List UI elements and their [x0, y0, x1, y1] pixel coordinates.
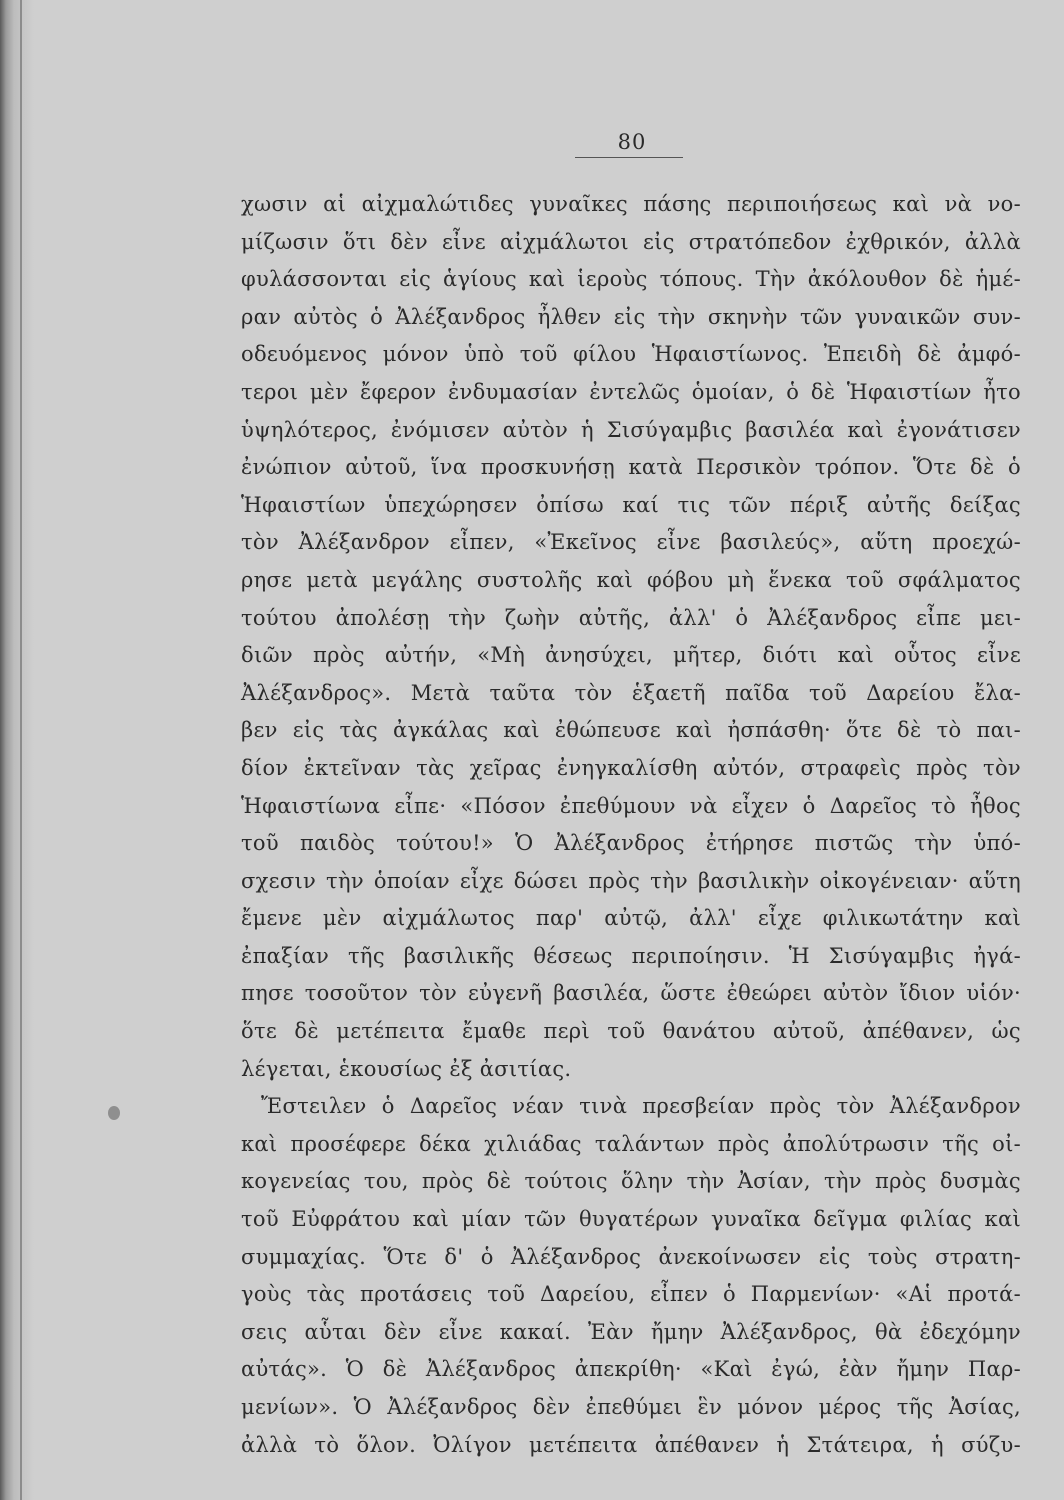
text-line: δίον ἐκτεῖναν τὰς χεῖρας ἐνηγκαλίσθη αὐτόν, στραφεὶς πρὸς τὸν [241, 755, 1021, 780]
text-line: ρησε μετὰ μεγάλης συστολῆς καὶ φόβου μὴ ἕνεκα τοῦ σφάλματος [241, 567, 1021, 592]
page-number-rule [575, 157, 683, 158]
text-line: τεροι μὲν ἔφερον ἐνδυμασίαν ἐντελῶς ὁμοίαν, ὁ δὲ Ἡφαιστίων ἦτο [241, 379, 1021, 404]
text-line: καὶ προσέφερε δέκα χιλιάδας ταλάντων πρὸς ἀπολύτρωσιν τῆς οἰ- [241, 1131, 1021, 1156]
text-line: ὑψηλότερος, ἐνόμισεν αὐτὸν ἡ Σισύγαμβις βασιλέα καὶ ἐγονάτισεν [241, 417, 1021, 442]
text-line: βεν εἰς τὰς ἀγκάλας καὶ ἐθώπευσε καὶ ἠσπάσθη· ὅτε δὲ τὸ παι- [241, 718, 1021, 743]
text-line: πησε τοσοῦτον τὸν εὐγενῆ βασιλέα, ὥστε ἐθεώρει αὐτὸν ἴδιον υἱόν· [241, 981, 1021, 1006]
text-line: σχεσιν τὴν ὁποίαν εἶχε δώσει πρὸς τὴν βασιλικὴν οἰκογένειαν· αὕτη [241, 868, 1021, 893]
text-line: τούτου ἀπολέσῃ τὴν ζωὴν αὐτῆς, ἀλλ' ὁ Ἀλέξανδρος εἶπε μει- [241, 605, 1021, 630]
text-line: διῶν πρὸς αὐτήν, «Μὴ ἀνησύχει, μῆτερ, διότι καὶ οὗτος εἶνε [241, 643, 1021, 668]
book-spine-shadow [0, 0, 34, 1500]
text-line: Ἡφαιστίων ὑπεχώρησεν ὀπίσω καί τις τῶν πέριξ αὐτῆς δείξας [241, 492, 1021, 517]
body-text [241, 186, 1021, 1464]
text-line: τοῦ παιδὸς τούτου!» Ὁ Ἀλέξανδρος ἐτήρησε πιστῶς τὴν ὑπό- [241, 831, 1021, 856]
text-line: ἔμενε μὲν αἰχμάλωτος παρ' αὐτῷ, ἀλλ' εἶχε φιλικωτάτην καὶ [241, 906, 1021, 931]
text-line: λέγεται, ἑκουσίως ἐξ ἀσιτίας. [241, 1056, 572, 1081]
text-line: κογενείας του, πρὸς δὲ τούτοις ὅλην τὴν Ἀσίαν, τὴν πρὸς δυσμὰς [241, 1169, 1021, 1194]
text-line: ἐπαξίαν τῆς βασιλικῆς θέσεως περιποίησιν. Ἡ Σισύγαμβις ἠγά- [241, 943, 1021, 968]
text-line: τοῦ Εὐφράτου καὶ μίαν τῶν θυγατέρων γυναῖκα δεῖγμα φιλίας καὶ [241, 1207, 1021, 1232]
text-line: σεις αὗται δὲν εἶνε κακαί. Ἐὰν ἤμην Ἀλέξανδρος, θὰ ἐδεχόμην [241, 1319, 1021, 1344]
ink-blot [108, 1106, 120, 1120]
text-line: Ἔστειλεν ὁ Δαρεῖος νέαν τινὰ πρεσβείαν πρὸς τὸν Ἀλέξανδρον [261, 1094, 1021, 1119]
text-line: ἐνώπιον αὐτοῦ, ἵνα προσκυνήσῃ κατὰ Περσικὸν τρόπον. Ὅτε δὲ ὁ [241, 455, 1021, 480]
text-line: Ἡφαιστίωνα εἶπε· «Πόσον ἐπεθύμουν νὰ εἶχεν ὁ Δαρεῖος τὸ ἦθος [241, 793, 1021, 818]
text-line: μενίων». Ὁ Ἀλέξανδρος δὲν ἐπεθύμει ἓν μόνον μέρος τῆς Ἀσίας, [241, 1395, 1021, 1419]
text-line: γοὺς τὰς προτάσεις τοῦ Δαρείου, εἶπεν ὁ Παρμενίων· «Αἱ προτά- [241, 1282, 1021, 1307]
binding-edge-line [20, 0, 22, 1500]
text-line: ὅτε δὲ μετέπειτα ἔμαθε περὶ τοῦ θανάτου αὐτοῦ, ἀπέθανεν, ὡς [241, 1019, 1021, 1044]
text-line: χωσιν αἱ αἰχμαλώτιδες γυναῖκες πάσης περιποιήσεως καὶ νὰ νο- [241, 192, 1021, 216]
text-line: ραν αὐτὸς ὁ Ἀλέξανδρος ἦλθεν εἰς τὴν σκηνὴν τῶν γυναικῶν συν- [241, 304, 1021, 329]
page-number: 80 [617, 130, 647, 154]
text-line: συμμαχίας. Ὅτε δ' ὁ Ἀλέξανδρος ἀνεκοίνωσεν εἰς τοὺς στρατη- [241, 1244, 1021, 1269]
text-line: τὸν Ἀλέξανδρον εἶπεν, «Ἐκεῖνος εἶνε βασιλεύς», αὕτη προεχώ- [241, 530, 1021, 555]
text-line: αὐτάς». Ὁ δὲ Ἀλέξανδρος ἀπεκρίθη· «Καὶ ἐγώ, ἐὰν ἤμην Παρ- [241, 1357, 1021, 1382]
text-line: οδευόμενος μόνον ὑπὸ τοῦ φίλου Ἡφαιστίωνος. Ἐπειδὴ δὲ ἀμφό- [241, 342, 1021, 367]
text-line: Ἀλέξανδρος». Μετὰ ταῦτα τὸν ἑξαετῆ παῖδα τοῦ Δαρείου ἔλα- [241, 680, 1021, 705]
text-line: ἀλλὰ τὸ ὅλον. Ὀλίγον μετέπειτα ἀπέθανεν ἡ Στάτειρα, ἡ σύζυ- [241, 1432, 1021, 1457]
text-line: φυλάσσονται εἰς ἁγίους καὶ ἱεροὺς τόπους. Τὴν ἀκόλουθον δὲ ἡμέ- [241, 267, 1021, 292]
text-line: μίζωσιν ὅτι δὲν εἶνε αἰχμάλωτοι εἰς στρατόπεδον ἐχθρικόν, ἀλλὰ [241, 229, 1021, 254]
